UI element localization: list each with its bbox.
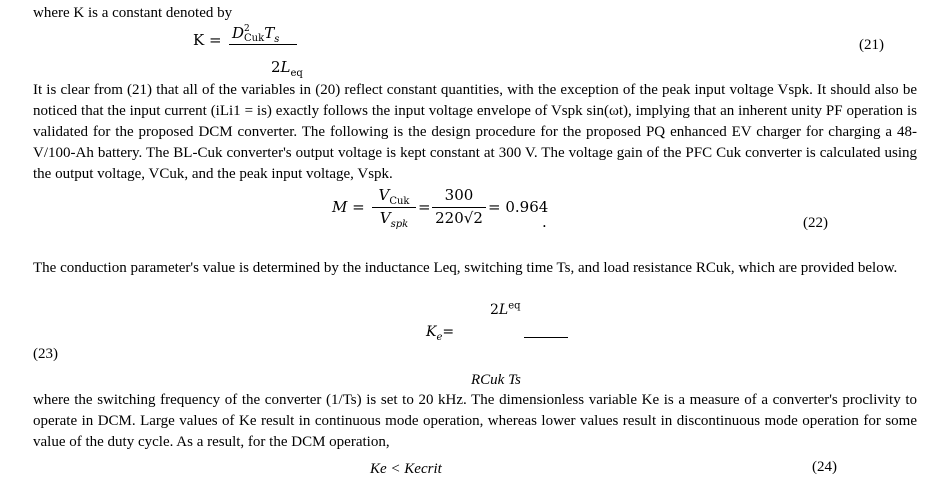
eq23-numerator [490, 302, 521, 318]
eq23-number: (23) [33, 346, 58, 362]
eq22-f1-num-v: V [378, 186, 390, 204]
eq21-numerator [232, 24, 279, 44]
eq22-frac2-bar [432, 207, 486, 208]
eq23-lhs-sub: e [436, 331, 443, 343]
intro-text: where K is a constant denoted by [33, 5, 233, 21]
eq22-equals: = [418, 198, 431, 216]
eq22-f1-den-sub: spk [390, 219, 409, 230]
paragraph-body-3: where the switching frequency of the converter (1/Ts) is set to 20 kHz. The dimensionless variable Ke is a measure of a converter's proclivity to operate in DCM. Large values of Ke result in continuous mode operation, whereas lower values result in discontinuous mode operation for some value of the duty cycle. As a result, for the DCM operation, [33, 392, 917, 450]
eq21-fraction-bar [229, 44, 297, 45]
eq23-lhs [426, 324, 455, 343]
eq22-frac2-num: 300 [444, 186, 474, 204]
paragraph-body-1: It is clear from (21) that all of the variables in (20) reflect constant quantities, with the exception of the peak input voltage Vspk. It should also be noticed that the input current (iLi1 = is) exactly follows the input voltage envelope of Vspk sin(ωt), implying that an inherent unity PF operation is validated for the proposed DCM converter. The following is the design procedure for the proposed PQ enhanced EV charger for charging a 48-V/100-Ah battery. The BL-Cuk converter's output voltage is kept constant at 300 V. The voltage gain of the PFC Cuk converter is calculated using the output voltage, VCuk, and the peak input voltage, Vspk. [33, 82, 917, 182]
eq21-number: (21) [859, 37, 884, 53]
eq23-fraction-bar [524, 337, 568, 338]
eq23-num-2: 2 [490, 302, 499, 318]
eq22-frac1-den [373, 209, 415, 230]
eq24-expression: Ke < Kecrit [370, 461, 442, 477]
eq21-num-t: T [264, 24, 275, 42]
eq23-num-sup: eq [508, 300, 521, 312]
eq22-f1-den-v: V [379, 209, 391, 227]
eq22-frac2-den: 220√2 [435, 209, 483, 227]
eq22-frac1-bar [372, 207, 416, 208]
eq21-num-d: D [232, 24, 245, 42]
eq21-num-tsub: s [274, 34, 280, 45]
eq22-dot: . [542, 213, 547, 231]
eq23-num-l: L [498, 302, 509, 318]
eq21-den-l: L [280, 58, 291, 76]
eq23-denominator: RCuk Ts [471, 372, 521, 388]
eq22-number: (22) [803, 215, 828, 231]
eq23-lhs-eq: = [442, 324, 455, 340]
eq21-den-2: 2 [271, 58, 281, 76]
eq22-lhs: M = [332, 198, 365, 216]
eq22-frac1-num [373, 186, 415, 207]
eq22-f1-num-sub: Cuk [389, 196, 410, 207]
eq21-num-sub: Cuk [244, 32, 265, 44]
eq21-num-exp: 2 [244, 23, 250, 34]
eq21-den-sub: eq [290, 68, 303, 79]
eq23-lhs-k: K [426, 324, 437, 340]
eq24-number: (24) [812, 459, 837, 475]
eq22-result: = 0.964 [488, 198, 549, 216]
eq21-lhs: K = [193, 31, 222, 49]
paragraph-body-2: The conduction parameter's value is determined by the inductance Leq, switching time Ts, and load resistance RCuk, which are provided below. [33, 260, 898, 276]
eq21-denominator [271, 58, 303, 79]
